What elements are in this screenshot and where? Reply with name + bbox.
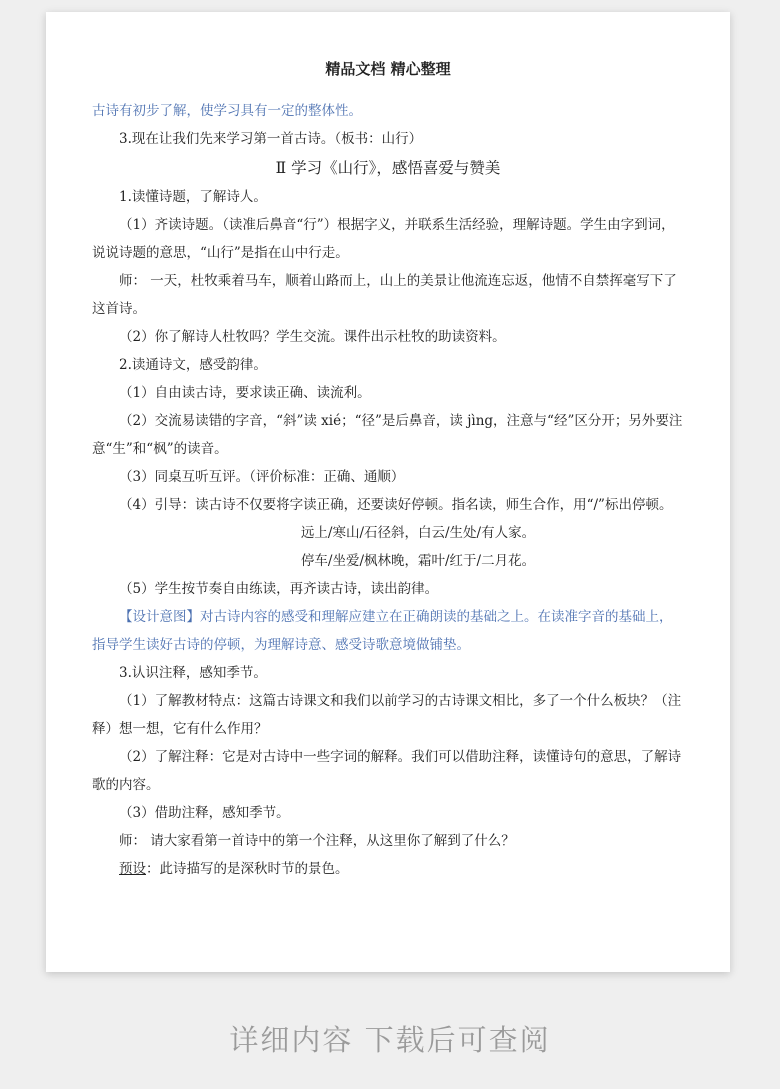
paragraph: 1.读懂诗题，了解诗人。 bbox=[119, 189, 267, 205]
paragraph: （4）引导：读古诗不仅要将字读正确，还要读好停顿。指名读，师生合作，用“/”标出停顿。 bbox=[119, 497, 673, 513]
paragraph: 古诗有初步了解，使学习具有一定的整体性。 bbox=[92, 103, 362, 119]
paragraph: 师： 一天，杜牧乘着马车，顺着山路而上，山上的美景让他流连忘返，他情不自禁挥毫写下了这首诗。 bbox=[92, 273, 677, 317]
paragraph: （2）你了解诗人杜牧吗？学生交流。课件出示杜牧的助读资料。 bbox=[119, 329, 506, 345]
design-intent-paragraph: 【设计意图】对古诗内容的感受和理解应建立在正确朗读的基础之上。在读准字音的基础上，指导学生读好古诗的停顿，为理解诗意、感受诗歌意境做铺垫。 bbox=[92, 609, 673, 653]
paragraph: 3.认识注释，感知季节。 bbox=[119, 665, 267, 681]
document-page bbox=[46, 12, 730, 972]
paragraph: （2）了解注释：它是对古诗中一些字词的解释。我们可以借助注释，读懂诗句的意思，了解诗歌的内容。 bbox=[92, 749, 682, 793]
page-header: 精品文档 精心整理 bbox=[325, 60, 451, 78]
footer-banner: 详细内容 下载后可查阅 bbox=[229, 1023, 551, 1057]
poem-line: 远上/寒山/石径斜，白云/生处/有人家。 bbox=[300, 525, 536, 541]
paragraph: 师： 请大家看第一首诗中的第一个注释，从这里你了解到了什么？ bbox=[119, 833, 515, 849]
paragraph: （5）学生按节奏自由练读，再齐读古诗，读出韵律。 bbox=[119, 581, 439, 597]
paragraph: （1）了解教材特点：这篇古诗课文和我们以前学习的古诗课文相比，多了一个什么板块？（注释）想一想，它有什么作用？ bbox=[92, 693, 682, 737]
preset-label: 预设 bbox=[119, 861, 146, 877]
paragraph: （3）借助注释，感知季节。 bbox=[119, 805, 290, 821]
paragraph: （1）齐读诗题。（读准后鼻音“行”）根据字义，并联系生活经验，理解诗题。学生由字到词，说说诗题的意思，“山行”是指在山中行走。 bbox=[92, 217, 675, 261]
paragraph bbox=[92, 855, 684, 883]
paragraph: 3.现在让我们先来学习第一首古诗。（板书：山行） bbox=[119, 131, 423, 147]
paragraph: （2）交流易读错的字音，“斜”读 xié；“径”是后鼻音，读 jìng，注意与“经”区分开；另外要注意“生”和“枫”的读音。 bbox=[92, 413, 683, 457]
paragraph: 2.读通诗文，感受韵律。 bbox=[119, 357, 267, 373]
poem-line: 停车/坐爱/枫林晚，霜叶/红于/二月花。 bbox=[300, 553, 536, 569]
section-title: Ⅱ 学习《山行》，感悟喜爱与赞美 bbox=[275, 159, 501, 177]
paragraph: （3）同桌互听互评。（评价标准：正确、通顺） bbox=[119, 469, 405, 485]
preset-text: ：此诗描写的是深秋时节的景色。 bbox=[146, 861, 349, 877]
paragraph: （1）自由读古诗，要求读正确、读流利。 bbox=[119, 385, 371, 401]
